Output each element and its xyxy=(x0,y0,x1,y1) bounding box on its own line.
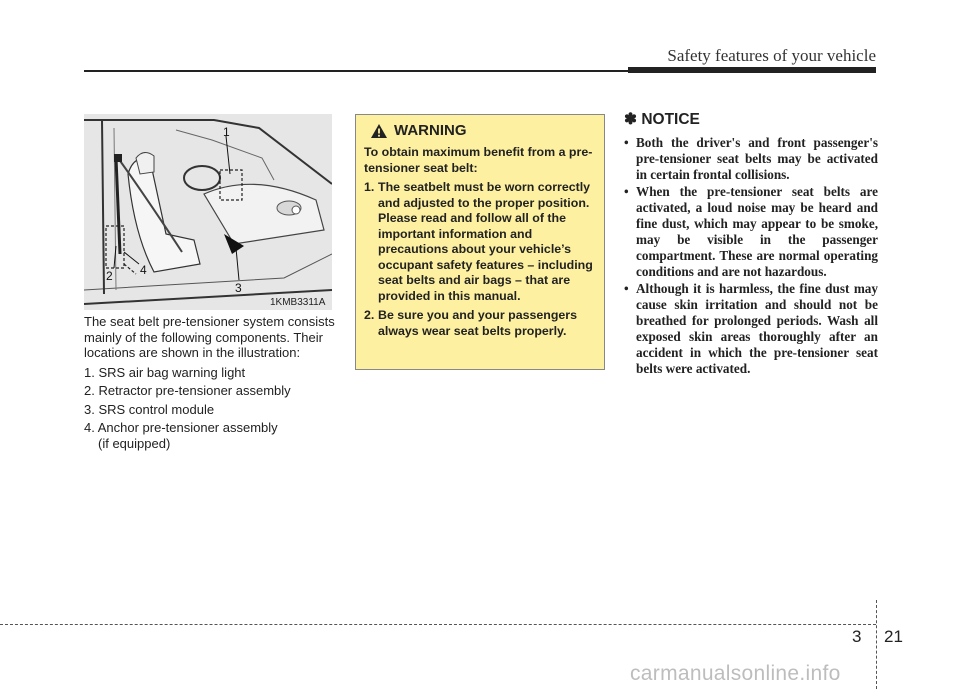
warning-item-number: 2. xyxy=(364,308,375,322)
notice-list xyxy=(624,135,878,377)
notice-symbol-icon: ✽ xyxy=(624,111,637,128)
warning-intro: To obtain maximum benefit from a pre-tensioner seat belt: xyxy=(364,145,593,175)
page-number: 21 xyxy=(884,627,903,646)
warning-item xyxy=(364,308,596,339)
warning-title: WARNING xyxy=(394,122,467,140)
header-rule-accent xyxy=(628,67,876,73)
callout-4: 4 xyxy=(140,263,147,277)
warning-box xyxy=(355,114,605,370)
bullet-icon: • xyxy=(624,281,629,296)
running-header: Safety features of your vehicle xyxy=(667,46,876,65)
components-description xyxy=(84,314,336,454)
component-item: 1. SRS air bag warning light xyxy=(84,364,246,380)
notice-item-text: Although it is harmless, the fine dust may cause skin irritation and should not be breathed for prolonged periods. Wash all exposed skin areas thoroughly after an accident in which the pre-tensioner seat belts were activated. xyxy=(636,281,878,376)
warning-heading xyxy=(370,123,596,139)
warning-item-number: 1. xyxy=(364,180,375,194)
notice-heading xyxy=(624,110,878,129)
bullet-icon: • xyxy=(624,184,629,199)
warning-item xyxy=(364,180,596,304)
notice-item xyxy=(624,135,878,183)
component-item: 2. Retractor pre-tensioner assembly xyxy=(84,383,291,398)
car-interior-drawing xyxy=(84,114,332,310)
component-item-text: 4. Anchor pre-tensioner assembly xyxy=(84,420,278,435)
warning-triangle-icon xyxy=(370,123,388,139)
warning-item-text: Be sure you and your passengers always wear seat belts properly. xyxy=(378,308,578,338)
notice-section xyxy=(624,110,878,378)
chapter-number: 3 xyxy=(852,627,862,646)
notice-item-text: Both the driver's and front passenger's pre-tensioner seat belts may be activated in certain frontal collisions. xyxy=(636,135,878,182)
callout-2: 2 xyxy=(106,269,113,283)
footer-rule xyxy=(0,624,876,625)
warning-item-text: The seatbelt must be worn correctly and adjusted to the proper position. Please read and follow all of the important information and precautions about your vehicle’s occupant safety features – including seat belts and air bags – that are provided in this manual. xyxy=(378,180,593,303)
components-list xyxy=(84,365,336,452)
notice-item xyxy=(624,184,878,280)
seatbelt-illustration xyxy=(84,114,332,310)
component-item-note: (if equipped) xyxy=(98,435,171,451)
components-intro: The seat belt pre-tensioner system consists mainly of the following components. Their locations are shown in the illustration: xyxy=(84,314,335,360)
figure-caption: 1KMB3311A xyxy=(270,297,326,308)
bullet-icon: • xyxy=(624,135,629,150)
notice-item-text: When the pre-tensioner seat belts are activated, a loud noise may be heard and fine dust, which may appear to be smoke, may be visible in the passenger compartment. These are normal operating conditions and are not hazardous. xyxy=(636,184,878,279)
callout-1: 1 xyxy=(223,125,230,139)
component-item xyxy=(84,420,336,436)
watermark: carmanualsonline.info xyxy=(630,662,841,685)
component-item: 3. SRS control module xyxy=(84,401,215,417)
notice-title: NOTICE xyxy=(641,111,700,128)
notice-item xyxy=(624,281,878,377)
callout-3: 3 xyxy=(235,281,242,295)
footer-divider xyxy=(876,600,877,689)
